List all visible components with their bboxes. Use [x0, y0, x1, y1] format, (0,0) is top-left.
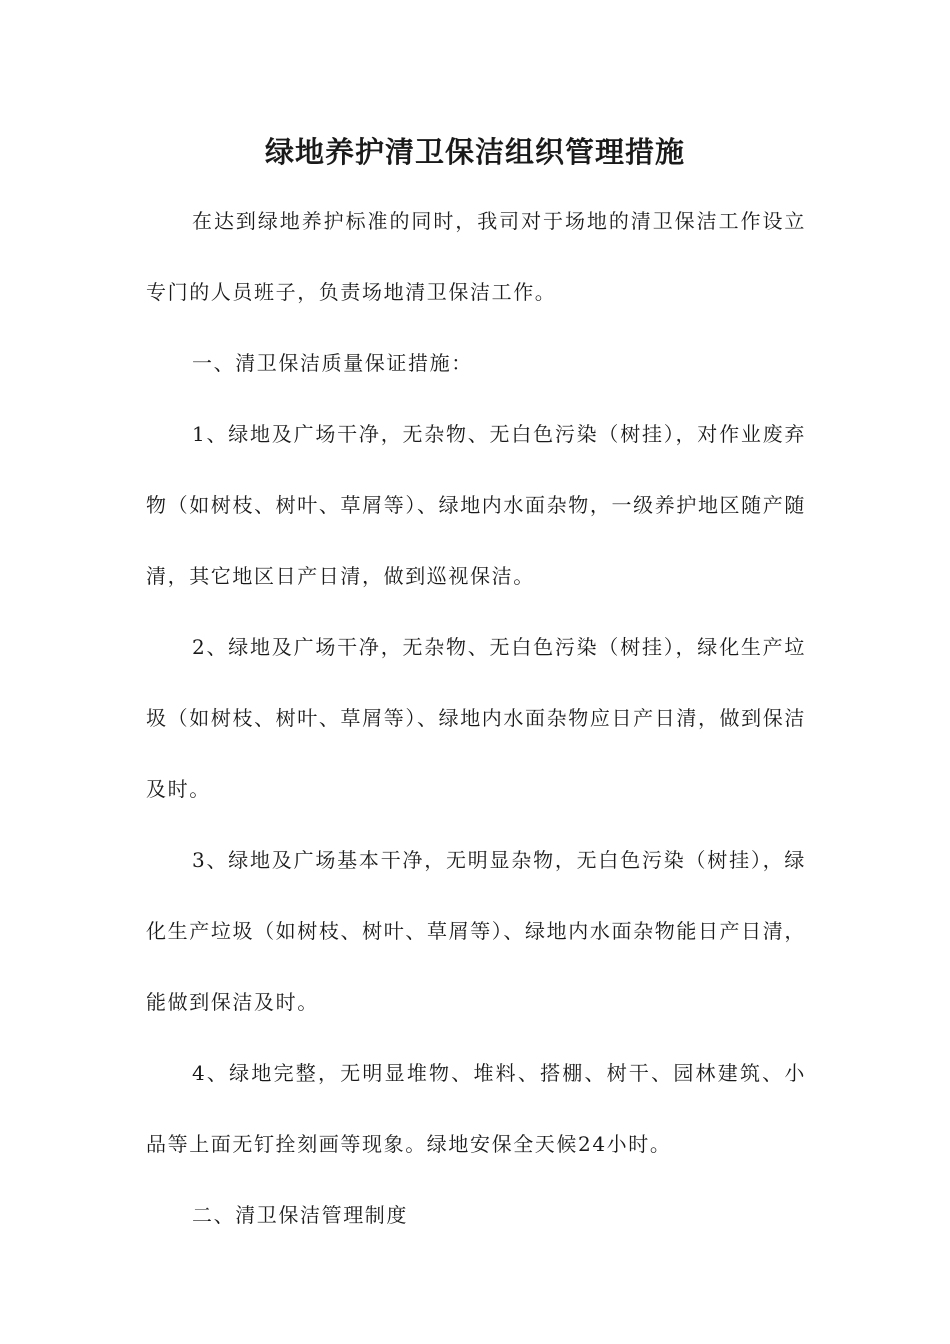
document-title: 绿地养护清卫保洁组织管理措施	[264, 135, 685, 169]
section-heading-quality: 一、清卫保洁质量保证措施：	[192, 351, 473, 375]
measure-item-2: 2、绿地及广场干净，无杂物、无白色污染（树挂），绿化生产垃圾（如树枝、树叶、草屑等）、绿地内水面杂物应日产日清，做到保洁及时。	[146, 635, 806, 801]
measure-item-3: 3、绿地及广场基本干净，无明显杂物，无白色污染（树挂），绿化生产垃圾（如树枝、树叶、草屑等）、绿地内水面杂物能日产日清，能做到保洁及时。	[146, 848, 806, 1014]
section-heading-management: 二、清卫保洁管理制度	[192, 1203, 408, 1227]
document-body	[146, 186, 806, 1251]
measure-item-1: 1、绿地及广场干净，无杂物、无白色污染（树挂），对作业废弃物（如树枝、树叶、草屑等）、绿地内水面杂物，一级养护地区随产随清，其它地区日产日清，做到巡视保洁。	[146, 422, 806, 588]
intro-paragraph: 在达到绿地养护标准的同时，我司对于场地的清卫保洁工作设立专门的人员班子，负责场地清卫保洁工作。	[146, 209, 806, 304]
measure-item-4: 4、绿地完整，无明显堆物、堆料、搭棚、树干、园林建筑、小品等上面无钉拴刻画等现象。绿地安保全天候24小时。	[146, 1061, 806, 1156]
